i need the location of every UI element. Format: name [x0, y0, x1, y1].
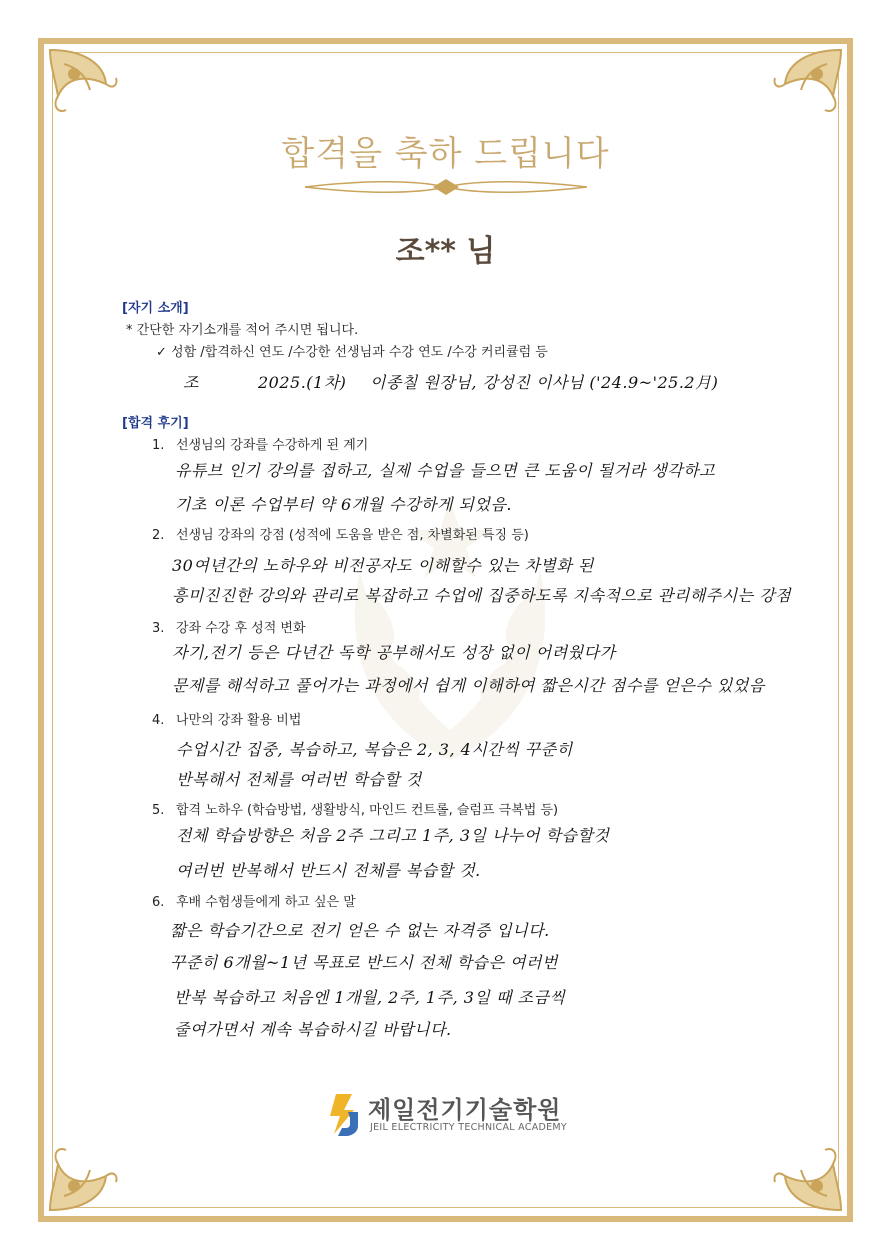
question-6: 6. 후배 수험생들에게 하고 싶은 말	[152, 895, 356, 910]
intro-heading: [자기 소개]	[122, 301, 189, 316]
question-5: 5. 합격 노하우 (학습방법, 생활방식, 마인드 컨트롤, 슬럼프 극복법 등)	[152, 803, 559, 818]
answer-3-line-2: 문제를 해석하고 풀어가는 과정에서 쉽게 이해하여 짧은시간 점수를 얻은수 있었음	[172, 676, 765, 695]
answer-6-line-1: 짧은 학습기간으로 전기 얻은 수 없는 자격증 입니다.	[170, 921, 550, 940]
academy-english-name: JEIL ELECTRICITY TECHNICAL ACADEMY	[370, 1122, 568, 1133]
lightning-logo-icon	[322, 1092, 360, 1136]
question-3: 3. 강좌 수강 후 성적 변화	[152, 621, 306, 636]
academy-logo	[322, 1090, 582, 1140]
corner-ornament-icon	[44, 1124, 136, 1216]
review-heading: [합격 후기]	[122, 416, 189, 431]
answer-2-line-2: 흥미진진한 강의와 관리로 복잡하고 수업에 집중하도록 지속적으로 관리해주시는 강점	[172, 586, 792, 605]
answer-1-line-2: 기초 이론 수업부터 약 6개월 수강하게 되었음.	[175, 495, 512, 514]
intro-answer-name: 조	[183, 373, 199, 392]
answer-6-line-2: 꾸준히 6개월~1년 목표로 반드시 전체 학습은 여러번	[170, 953, 558, 972]
answer-5-line-2: 여러번 반복해서 반드시 전체를 복습할 것.	[176, 861, 481, 880]
academy-name: 제일전기기술학원	[368, 1096, 562, 1124]
answer-6-line-4: 줄여가면서 계속 복습하시길 바랍니다.	[174, 1020, 452, 1039]
laurel-watermark-icon	[300, 470, 600, 770]
question-1: 1. 선생님의 강좌를 수강하게 된 계기	[152, 438, 369, 453]
intro-answer-year: 2025.(1차)	[258, 373, 347, 392]
certificate-title: 합격을 축하 드립니다	[281, 134, 610, 174]
intro-checklist: ✓ 성함 /합격하신 연도 /수강한 선생님과 수강 연도 /수강 커리큘럼 등	[156, 345, 548, 360]
recipient-name: 조** 님	[395, 234, 496, 269]
answer-2-line-1: 30여년간의 노하우와 비전공자도 이해할수 있는 차별화 된	[172, 556, 594, 575]
answer-3-line-1: 자기,전기 등은 다년간 독학 공부해서도 성장 없이 어려웠다가	[172, 643, 616, 662]
intro-answer-teachers: 이종칠 원장님, 강성진 이사님 ('24.9~'25.2月)	[370, 373, 719, 392]
answer-4-line-2: 반복해서 전체를 여러번 학습할 것	[176, 770, 422, 789]
corner-ornament-icon	[755, 1124, 847, 1216]
question-2: 2. 선생님 강좌의 강점 (성적에 도움을 받은 점, 차별화된 특징 등)	[152, 528, 529, 543]
title-divider-icon	[305, 176, 587, 198]
corner-ornament-icon	[44, 44, 136, 136]
answer-6-line-3: 반복 복습하고 처음엔 1개월, 2주, 1주, 3일 때 조금씩	[174, 988, 566, 1007]
answer-4-line-1: 수업시간 집중, 복습하고, 복습은 2, 3, 4시간씩 꾸준히	[176, 740, 573, 759]
intro-note: * 간단한 자기소개를 적어 주시면 됩니다.	[126, 323, 359, 338]
question-4: 4. 나만의 강좌 활용 비법	[152, 713, 302, 728]
answer-1-line-1: 유튜브 인기 강의를 접하고, 실제 수업을 들으면 큰 도움이 될거라 생각하고	[175, 461, 716, 480]
answer-5-line-1: 전체 학습방향은 처음 2주 그리고 1주, 3일 나누어 학습할것	[176, 826, 610, 845]
corner-ornament-icon	[755, 44, 847, 136]
